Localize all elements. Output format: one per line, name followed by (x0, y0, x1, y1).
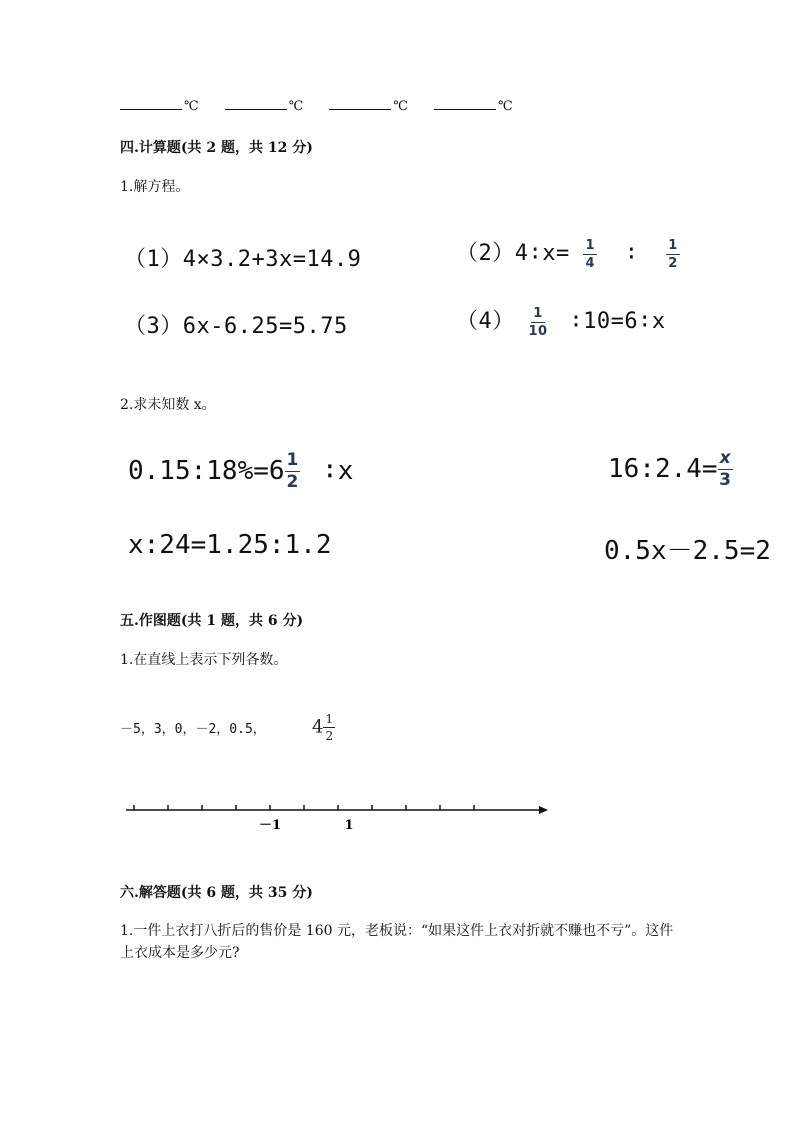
fraction (285, 452, 301, 491)
fraction-numerator: 1 (585, 237, 596, 253)
celsius-unit: ℃ (288, 99, 304, 114)
section5-q1-prompt: 1.在直线上表示下列各数。 (120, 652, 288, 668)
celsius-unit: ℃ (393, 99, 408, 114)
equation-b-prefix: 16:2.4= (608, 454, 718, 484)
fraction (583, 239, 597, 270)
equation-a (128, 452, 353, 491)
equation-d: 0.5x－2.5=2 (604, 536, 771, 566)
equation-a-suffix: ∶x (322, 456, 354, 486)
fraction-denominator: 2 (668, 255, 678, 271)
fraction-denominator: 4 (585, 255, 596, 271)
fraction-denominator: 2 (286, 472, 299, 492)
celsius-unit: ℃ (498, 99, 513, 114)
answer-blank[interactable] (225, 97, 287, 110)
equation-2-prefix: （2）4∶x= (456, 241, 570, 266)
fraction-denominator: 10 (528, 323, 548, 339)
fraction-denominator: 3 (719, 470, 731, 490)
answer-blank[interactable] (434, 97, 496, 110)
section6-q1-text: 1.一件上衣打八折后的售价是 160 元，老板说：“如果这件上衣对折就不赚也不亏”。这件上衣成本是多少元? (120, 923, 674, 961)
fraction-denominator: 2 (325, 729, 334, 743)
tick-label-neg1: －1 (258, 818, 282, 833)
number-line[interactable] (120, 796, 560, 840)
fraction (323, 713, 335, 742)
numbers-to-plot: －5，3，0，－2，0.5， (120, 722, 266, 737)
fraction-numerator: 1 (325, 712, 334, 726)
fraction-numerator: x (719, 448, 731, 468)
mixed-number-whole: 4 (312, 716, 324, 738)
answer-blank[interactable] (329, 97, 391, 110)
equation-4-prefix: （4） (456, 309, 515, 334)
mixed-number (312, 713, 335, 742)
fraction-numerator: 1 (533, 305, 543, 321)
equation-1: （1）4×3.2+3x=14.9 (124, 247, 362, 272)
tick-label-1: 1 (344, 818, 354, 833)
equation-c: x:24=1.25:1.2 (128, 530, 332, 560)
equation-4 (456, 304, 666, 338)
section4-heading: 四.计算题(共 2 题，共 12 分) (120, 140, 313, 156)
section4-q2-prompt: 2.求未知数 x。 (120, 397, 216, 413)
equation-4-suffix: ∶10=6∶x (569, 309, 666, 334)
section4-q1-prompt: 1.解方程。 (120, 179, 190, 195)
section6-heading: 六.解答题(共 6 题，共 35 分) (120, 885, 313, 901)
equation-a-prefix: 0.15:18%=6 (128, 456, 285, 486)
fraction (666, 239, 680, 270)
ratio-colon: ∶ (624, 241, 639, 266)
fraction-numerator: 1 (668, 237, 678, 253)
celsius-unit: ℃ (184, 99, 199, 114)
fraction-numerator: 1 (286, 450, 299, 470)
answer-blank[interactable] (120, 97, 182, 110)
equation-2 (456, 236, 680, 270)
equation-b (608, 450, 733, 489)
arrow-head-icon (539, 806, 548, 814)
equation-3: （3）6x-6.25=5.75 (124, 314, 348, 339)
fraction (718, 450, 733, 489)
fraction (529, 307, 548, 338)
section5-heading: 五.作图题(共 1 题，共 6 分) (120, 613, 304, 629)
temperature-blanks (120, 97, 535, 114)
